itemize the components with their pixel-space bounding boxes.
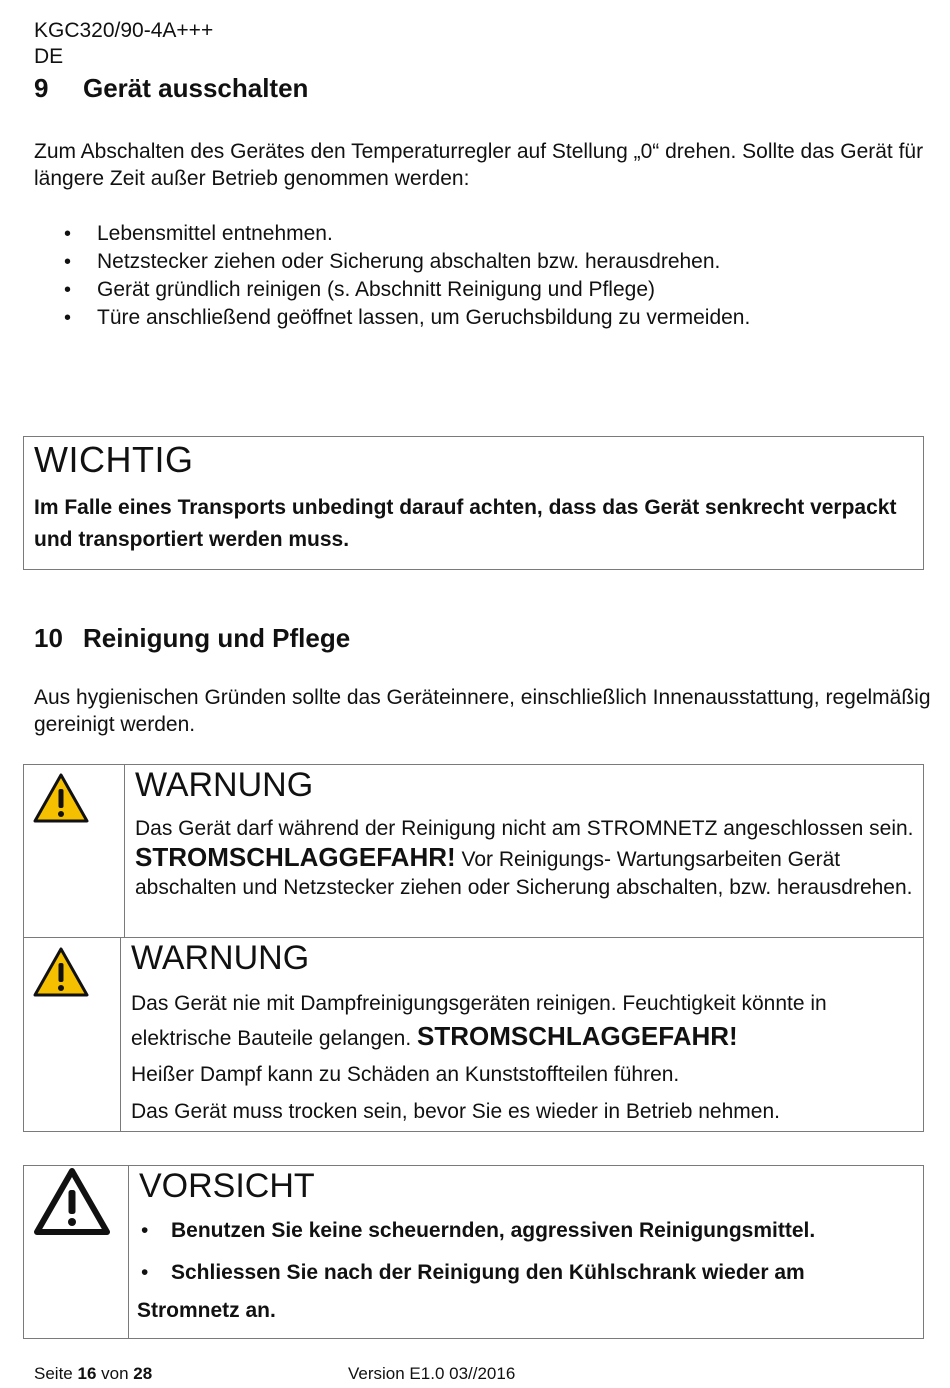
caution-list (139, 1217, 914, 1287)
list-item: • Gerät gründlich reinigen (s. Abschnitt Reinigung und Pflege) (64, 276, 750, 304)
warning-box-2 (23, 937, 924, 1132)
section-title: Reinigung und Pflege (83, 623, 351, 653)
section-10-heading (34, 623, 350, 654)
warning-title: WARNUNG (135, 766, 314, 804)
warning-triangle-icon (32, 946, 90, 998)
caution-title: VORSICHT (139, 1167, 315, 1205)
electric-shock-emphasis: STROMSCHLAGGEFAHR! (135, 842, 456, 872)
section-number: 9 (34, 73, 49, 103)
shutdown-steps-list (64, 220, 750, 332)
warning-box-1 (23, 764, 924, 938)
list-item: • Lebensmittel entnehmen. (64, 220, 750, 248)
warning-steam-text: Heißer Dampf kann zu Schäden an Kunststoffteilen führen. (131, 1063, 680, 1086)
section-title: Gerät ausschalten (83, 73, 309, 103)
warning-dry-text: Das Gerät muss trocken sein, bevor Sie es wieder in Betrieb nehmen. (131, 1100, 780, 1123)
document-language: DE (34, 45, 64, 68)
list-item: • Schliessen Sie nach der Reinigung den Kühlschrank wieder am (139, 1259, 914, 1287)
caution-box (23, 1165, 924, 1339)
list-item: • Benutzen Sie keine scheuernden, aggressiven Reinigungsmittel. (139, 1217, 914, 1245)
warning-title: WARNUNG (131, 939, 310, 977)
document-model: KGC320/90-4A+++ (34, 19, 214, 42)
section-number: 10 (34, 623, 63, 653)
important-title: WICHTIG (34, 439, 194, 480)
important-text: Im Falle eines Transports unbedingt darauf achten, dass das Gerät senkrecht verpackt und transportiert werden muss. (34, 496, 897, 551)
section-10-intro: Aus hygienischen Gründen sollte das Geräteinnere, einschließlich Innenausstattung, regelmäßig gereinigt werden. (34, 686, 931, 736)
warning-text: Das Gerät darf während der Reinigung nicht am STROMNETZ angeschlossen sein. STROMSCHLAGGEFAHR! Vor Reinigungs- Wartungsarbeiten Gerät abschalten und Netzstecker ziehen oder Sicherung abschalten, bzw. herausdrehen. (135, 817, 914, 899)
list-item: • Netzstecker ziehen oder Sicherung abschalten bzw. herausdrehen. (64, 248, 750, 276)
caution-continuation: Stromnetz an. (137, 1299, 276, 1322)
page-number: Seite 16 von 28 (34, 1364, 153, 1383)
electric-shock-emphasis: STROMSCHLAGGEFAHR! (417, 1021, 738, 1051)
caution-triangle-icon (33, 1166, 111, 1236)
list-item: • Türe anschließend geöffnet lassen, um Geruchsbildung zu vermeiden. (64, 304, 750, 332)
warning-text: Das Gerät nie mit Dampfreinigungsgeräten reinigen. Feuchtigkeit könnte in elektrische Bauteile gelangen. STROMSCHLAGGEFAHR! (131, 992, 827, 1051)
warning-triangle-icon (32, 772, 90, 824)
section-9-heading (34, 73, 308, 104)
section-9-intro: Zum Abschalten des Gerätes den Temperaturregler auf Stellung „0“ drehen. Sollte das Gerät für längere Zeit außer Betrieb genommen werden: (34, 140, 924, 190)
important-notice-box (23, 436, 924, 570)
document-version: Version E1.0 03//2016 (348, 1364, 516, 1383)
